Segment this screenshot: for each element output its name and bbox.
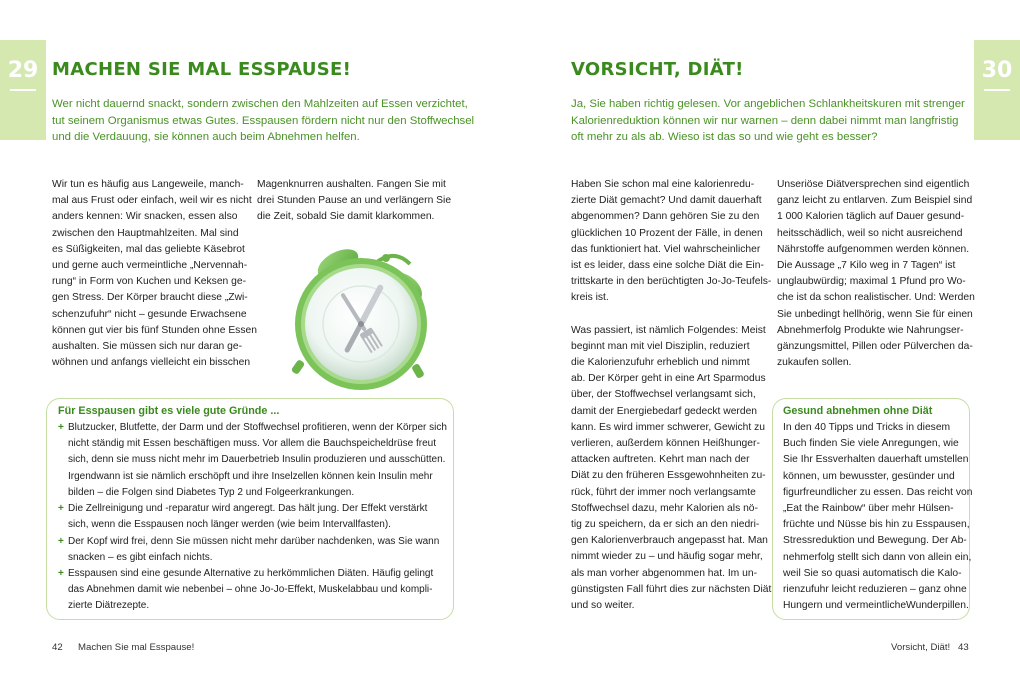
page-tab-left — [0, 40, 46, 140]
intro-line: Ja, Sie haben richtig gelesen. Vor angeblichen Schlankheitskuren mit strenger — [571, 98, 965, 110]
text-line: wöhnen und anfangs vielleicht ein bisschen — [52, 357, 251, 369]
text-line: Abnehmerfolg Produkte wie Nahrungser- — [777, 324, 964, 336]
text-line: und so weiter. — [571, 599, 635, 611]
plus-bullet-icon: + — [58, 536, 64, 547]
text-line: können, um bewusster, gesünder und — [783, 470, 955, 482]
right-intro — [571, 96, 965, 146]
text-line: Haben Sie schon mal eine kalorienredu- — [571, 179, 755, 190]
text-line: früchte und Nüsse bis hin zu Esspausen, — [783, 519, 970, 531]
text-line: kann. Es wird immer schwerer, Gewicht zu — [571, 421, 765, 433]
text-line: nehmerfolg stellt sich dann von allein ein, — [783, 551, 972, 563]
text-line: schenzufuhr“ nicht – gesunde Erwachsene — [52, 308, 247, 320]
alarm-clock-plate-icon — [276, 236, 446, 396]
text-line: ganz leicht zu entlarven. Zum Beispiel sind — [777, 195, 973, 207]
text-line: gänzungsmittel, Pillen oder Pülverchen da- — [777, 340, 973, 352]
text-line: damit der Energiebedarf gedeckt werden — [571, 405, 758, 417]
left-column-2 — [257, 177, 451, 226]
text-line: gen Kalorienverbrauch angepasst hat. Man — [571, 535, 768, 547]
tab-divider — [984, 89, 1010, 91]
text-line: Sie Ihr Essverhalten dauerhaft umstellen — [783, 454, 969, 466]
text-line: Esspausen sind eine gesunde Alternative zu herkömmlichen Diäten. Häufig gelingt — [68, 568, 434, 579]
text-line: che ist da schon realistischer. Und: Werden — [777, 292, 975, 304]
text-line: Sie unbedingt hellhörig, wenn Sie für einen — [777, 308, 973, 320]
text-line: und gerne auch vermeintliche „Nervennah- — [52, 259, 248, 271]
page-tab-right — [974, 40, 1020, 140]
intro-line: Kalorienreduktion können wir nur warnen – denn dabei nimmt man langfristig — [571, 114, 959, 127]
text-line: trittskarte in den berüchtigten Jo-Jo-Teufels- — [571, 276, 772, 288]
intro-line: Wer nicht dauernd snackt, sondern zwischen den Mahlzeiten auf Essen verzichtet, — [52, 98, 468, 110]
text-line: 1 000 Kalorien täglich auf Dauer gesund- — [777, 211, 965, 223]
text-line: Stressreduktion und Bewegung. Der Ab- — [783, 535, 967, 547]
text-line: rück, führt der immer noch verlangsamte — [571, 486, 756, 498]
text-line: Diät zu den früheren Essgewohnheiten zu- — [571, 470, 766, 482]
text-line: beginnt man mit viel Disziplin, reduziert — [571, 340, 750, 352]
text-line: zierte Diätrezepte. — [68, 600, 150, 612]
text-line: gen Stress. Der Körper braucht diese „Zwi- — [52, 292, 248, 304]
left-intro — [52, 96, 474, 146]
text-line — [571, 307, 771, 323]
text-line: das funktioniert hat. Viel wahrscheinlicher — [571, 243, 761, 255]
left-heading: MACHEN SIE MAL ESSPAUSE! — [52, 59, 352, 80]
text-line: über, der Stoffwechsel verlangsamt sich, — [571, 389, 756, 401]
text-line: es Süßigkeiten, mal das geliebte Käsebrot — [52, 243, 245, 255]
text-line: Wir tun es häufig aus Langeweile, manch- — [52, 179, 244, 190]
plus-bullet-icon: + — [58, 568, 64, 579]
text-line: das Abnehmen damit wie nebenbei – ohne Jo-Jo-Effekt, Muskelabbau und kompli- — [68, 584, 433, 596]
text-line: weil Sie so quasi automatisch die Kalo- — [783, 567, 962, 579]
text-line: Hungern und vermeintlicheWunderpillen. — [783, 600, 969, 612]
text-line: Nährstoffe aufgenommen werden können. — [777, 243, 970, 255]
text-line: Unseriöse Diätversprechen sind eigentlich — [777, 179, 970, 190]
text-line: In den 40 Tipps und Tricks in diesem — [783, 422, 951, 433]
text-line: glücklichen 10 Prozent der Fälle, in denen — [571, 227, 763, 239]
intro-line: oft mehr zu als ab. Wieso ist das so und wie geht es besser? — [571, 131, 878, 143]
healthy-weightloss-box-title: Gesund abnehmen ohne Diät — [783, 405, 933, 417]
text-line: Stoffwechsel dazu, mehr Kalorien als nö- — [571, 502, 758, 514]
footer-page-number-right: 43 — [958, 642, 969, 653]
text-line: „Eat the Rainbow“ über mehr Hülsen- — [783, 502, 954, 514]
page-tab-number: 29 — [7, 58, 39, 83]
plus-bullet-icon: + — [58, 503, 64, 514]
text-line: drei Stunden Pause an und verlängern Sie — [257, 195, 452, 207]
text-line: nicht ständig mit Essen beschäftigen muss. Vor allem die Bauchspeicheldrüse freut — [68, 438, 436, 450]
text-line: können gut vier bis fünf Stunden ohne Essen — [52, 324, 257, 336]
text-line: attacken auftreten. Kehrt man nach der — [571, 454, 750, 466]
text-line: die Zeit, sobald Sie damit klarkommen. — [257, 211, 435, 223]
text-line: sich, denn sie muss nicht mehr im Dauerbetrieb Insulin produzieren und ausschütten. — [68, 454, 446, 466]
intro-line: und die Verdauung, sie können auch beim Abnehmen helfen. — [52, 131, 360, 143]
text-line: snacken – es gibt einfach nichts. — [68, 552, 213, 564]
text-line: die Kalorienzufuhr erheblich und nimmt — [571, 357, 750, 369]
text-line: heitsschädlich, weil so nicht ausreichend — [777, 227, 963, 239]
text-line: Buch finden Sie viele Anregungen, wie — [783, 438, 959, 450]
text-line: kreis ist. — [571, 292, 609, 304]
text-line: Die Zellreinigung und -reparatur wird angeregt. Das hält jung. Der Effekt verstärkt — [68, 503, 428, 514]
text-line: abgenommen? Dann gehören Sie zu den — [571, 211, 760, 223]
page-tab-number: 30 — [981, 58, 1013, 83]
text-line: figurfreundlicher zu essen. Das reicht von — [783, 486, 973, 498]
text-line: Magenknurren aushalten. Fangen Sie mit — [257, 179, 446, 190]
text-line: ab. Der Körper geht in eine Art Sparmodus — [571, 373, 766, 385]
text-line: Was passiert, ist nämlich Folgendes: Meist — [571, 324, 766, 336]
text-line: ist es leider, dass eine solche Diät die Ein- — [571, 259, 764, 271]
text-line: mal aus Frust oder einfach, weil wir es nicht — [52, 195, 252, 207]
left-column-1 — [52, 177, 257, 371]
footer-title-right: Vorsicht, Diät! — [891, 642, 951, 653]
text-line: anders kennen: Wir snacken, essen also — [52, 211, 238, 223]
text-line: rienzufuhr leicht reduzieren – ganz ohne — [783, 583, 967, 595]
text-line: zukaufen sollen. — [777, 357, 852, 369]
text-line: sich, wenn die Esspausen noch länger werden (wie beim Intervallfasten). — [68, 519, 391, 531]
right-heading: VORSICHT, DIÄT! — [571, 59, 744, 80]
right-column-1 — [571, 177, 771, 614]
text-line: als man vorher abgenommen hat. Im un- — [571, 567, 758, 579]
tab-divider — [10, 89, 36, 91]
intro-line: tut seinem Organismus etwas Gutes. Esspausen fördern nicht nur den Stoffwechsel — [52, 114, 475, 127]
text-line: tig zu speichern, da er sich an den niedri- — [571, 518, 760, 530]
text-line: Irgendwann ist sie nämlich erschöpft und ihre Inselzellen können kein Insulin mehr — [68, 470, 433, 482]
right-column-2 — [777, 177, 975, 371]
text-line: bilden – die Folgen sind Diabetes Typ 2 und Folgeerkrankungen. — [68, 486, 355, 498]
text-line: verlieren, außerdem können Heißhunger- — [571, 438, 760, 449]
text-line: unglaubwürdig; maximal 1 Pfund pro Wo- — [777, 276, 966, 288]
text-line: zwischen den Hauptmahlzeiten. Mal sind — [52, 227, 239, 239]
text-line: zierte Diät gemacht? Und damit dauerhaft — [571, 195, 762, 207]
text-line: rung“ in Form von Kuchen und Keksen ge- — [52, 276, 247, 288]
footer-title-left: Machen Sie mal Esspause! — [78, 642, 195, 653]
footer-page-number-left: 42 — [52, 642, 63, 653]
text-line: Der Kopf wird frei, denn Sie müssen nicht mehr darüber nachdenken, was Sie wann — [68, 536, 440, 547]
text-line: Blutzucker, Blutfette, der Darm und der Stoffwechsel profitieren, wenn der Körper sich — [68, 422, 447, 433]
text-line: nimmt wieder zu – und häufig sogar mehr, — [571, 551, 763, 563]
healthy-weightloss-box-text — [783, 420, 972, 614]
text-line: günstigsten Fall führt dies zur nächsten Diät — [571, 583, 772, 595]
text-line: Die Aussage „7 Kilo weg in 7 Tagen“ ist — [777, 259, 956, 271]
reasons-box-title: Für Esspausen gibt es viele gute Gründe ... — [58, 405, 280, 417]
plus-bullet-icon: + — [58, 422, 64, 433]
text-line: aushalten. Sie müssen sich nur daran ge- — [52, 340, 243, 352]
